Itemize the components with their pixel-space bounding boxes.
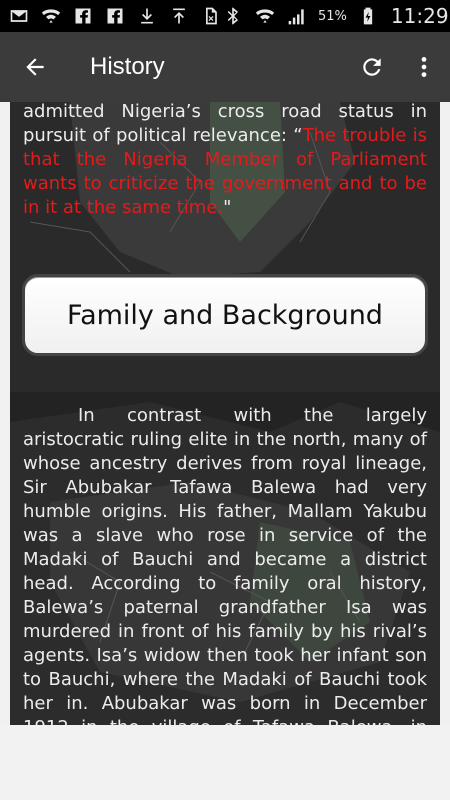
battery-charging-icon [357, 5, 379, 27]
facebook-icon [104, 5, 126, 27]
section-heading-card [22, 274, 428, 356]
family-paragraph: In contrast with the largely aristocratic ruling elite in the north, many of whose ancestry derives from royal lineage, Sir Abubakar Tafawa Balewa had very humble origins. His father, Mallam Yakubu was a slave who rose in service of the Madaki of Bauchi and became a district head. According to family oral history, Balewa’s paternal grandfather Isa was murdered in front of his family by his rival’s agents. Isa’s widow then took her infant son to Bauchi, where the Madaki of Bauchi took her in. Abubakar was born in December [23, 405, 427, 714]
bluetooth-icon [222, 5, 244, 27]
bottom-area [0, 725, 450, 800]
app-bar [0, 32, 450, 102]
quote-close: " [223, 197, 232, 218]
left-margin [0, 102, 10, 725]
more-vert-icon [411, 54, 437, 80]
right-margin [440, 102, 450, 725]
status-bar-left [8, 5, 222, 27]
arrow-back-icon [22, 54, 48, 80]
download-icon [136, 5, 158, 27]
signal-icon [286, 5, 308, 27]
wifi-icon [254, 5, 276, 27]
quote-text: The trouble is that the Nigeria Member of Parliament wants to criticize the government and to be in it at the same time. [23, 125, 427, 218]
intro-text-normal: admitted Nigeria’s cross road status in pursuit of political relevance: “ [23, 101, 427, 146]
section-heading: Family and Background [67, 299, 383, 331]
article-content[interactable] [10, 102, 440, 725]
battery-percent: 51% [318, 8, 347, 24]
wifi-question-icon [40, 5, 62, 27]
status-bar [0, 0, 450, 32]
upload-icon [168, 5, 190, 27]
clock: 11:29 [390, 4, 449, 28]
facebook-icon [72, 5, 94, 27]
page-title: History [90, 53, 165, 80]
back-button[interactable] [0, 32, 70, 102]
refresh-icon [359, 54, 385, 80]
intro-text [10, 100, 440, 220]
overflow-menu-button[interactable] [398, 32, 450, 102]
status-bar-right [222, 4, 449, 28]
no-sim-icon [200, 5, 222, 27]
refresh-button[interactable] [346, 32, 398, 102]
mail-icon [8, 5, 30, 27]
